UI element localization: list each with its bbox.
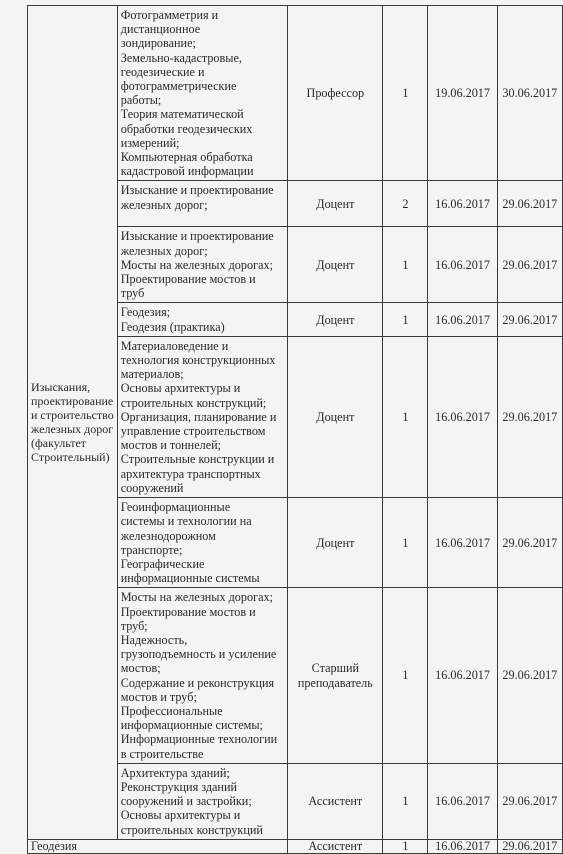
- rate-cell: 1: [383, 839, 428, 853]
- disciplines-cell: [117, 181, 287, 227]
- position-line: Ассистент: [308, 839, 363, 853]
- date-start-cell: 16.06.2017: [428, 227, 497, 303]
- discipline-line: технология конструкционных: [120, 353, 276, 368]
- rate-cell: 1: [383, 336, 428, 497]
- disciplines-cell: [28, 839, 288, 853]
- date-end-cell: 29.06.2017: [497, 227, 562, 303]
- discipline-line: Содержание и реконструкция: [120, 675, 275, 690]
- discipline-line: Мосты на железных дорогах;: [120, 257, 273, 272]
- position-line: Профессор: [306, 86, 365, 101]
- discipline-line: Изыскание и проектирование: [120, 229, 274, 244]
- discipline-line: Геодезия (практика): [120, 319, 225, 334]
- position-line: Доцент: [316, 312, 355, 327]
- discipline-line: Реконструкция зданий: [120, 779, 237, 794]
- vacancy-table: [27, 5, 563, 854]
- discipline-line: дистанционное: [120, 22, 201, 37]
- discipline-line: материалов;: [120, 367, 184, 382]
- discipline-line: Информационные технологии: [120, 732, 278, 747]
- rate-cell: 1: [383, 227, 428, 303]
- position-cell: [288, 303, 383, 336]
- discipline-line: строительных конструкций;: [120, 395, 267, 410]
- date-end-cell: 29.06.2017: [497, 181, 562, 227]
- position-line: Доцент: [316, 409, 355, 424]
- position-cell: [288, 227, 383, 303]
- date-start-cell: 19.06.2017: [428, 6, 497, 181]
- department-line: Изыскания,: [31, 380, 91, 395]
- disciplines-cell: [117, 303, 287, 336]
- discipline-line: Организация, планирование и: [120, 409, 277, 424]
- position-cell: [288, 763, 383, 839]
- date-start-cell: 16.06.2017: [428, 763, 497, 839]
- discipline-line: кадастровой информации: [120, 164, 254, 179]
- discipline-line: информационные системы;: [120, 718, 263, 733]
- date-end-cell: 29.06.2017: [497, 839, 562, 853]
- department-cell: [28, 6, 118, 840]
- position-line: Доцент: [316, 196, 355, 211]
- position-cell: [288, 6, 383, 181]
- discipline-line: мостов;: [120, 661, 161, 676]
- date-start-cell: 16.06.2017: [428, 588, 497, 763]
- position-cell: [288, 498, 383, 588]
- discipline-line: Земельно-кадастровые,: [120, 50, 242, 65]
- date-start-cell: 16.06.2017: [428, 336, 497, 497]
- discipline-line: сооружений: [120, 480, 184, 495]
- discipline-line: транспорте;: [120, 542, 183, 557]
- discipline-line: Основы архитектуры и: [120, 808, 241, 823]
- position-cell: [288, 588, 383, 763]
- table-row: [28, 839, 563, 853]
- department-line: железных дорог: [31, 422, 114, 437]
- position-cell: [288, 839, 383, 853]
- disciplines-cell: [117, 227, 287, 303]
- date-end-cell: 29.06.2017: [497, 588, 562, 763]
- discipline-line: системы и технологии на: [120, 514, 252, 529]
- date-start-cell: 16.06.2017: [428, 498, 497, 588]
- discipline-line: Мосты на железных дорогах;: [120, 590, 273, 605]
- position-line: Доцент: [316, 257, 355, 272]
- discipline-line: фотограмметрические: [120, 79, 237, 94]
- discipline-line: Архитектура зданий;: [120, 765, 230, 780]
- discipline-line: Основы архитектуры и: [120, 381, 241, 396]
- department-line: (факультет: [31, 436, 87, 451]
- department-line: и строительство: [31, 408, 114, 423]
- discipline-line: Фотограмметрия и: [120, 8, 219, 22]
- rate-cell: 2: [383, 181, 428, 227]
- discipline-line: Профессиональные: [120, 703, 223, 718]
- discipline-line: грузоподъемность и усиление: [120, 647, 277, 662]
- position-line: Старший: [311, 661, 360, 676]
- position-line: преподаватель: [297, 675, 373, 690]
- rate-cell: 1: [383, 303, 428, 336]
- discipline-line: Материаловедение и: [120, 338, 229, 353]
- discipline-line: железных дорог;: [120, 243, 208, 258]
- discipline-line: Проектирование мостов и: [120, 604, 256, 619]
- discipline-line: управление строительством: [120, 424, 266, 439]
- discipline-line: Компьютерная обработка: [120, 150, 253, 165]
- discipline-line: строительных конструкций: [120, 822, 263, 837]
- date-start-cell: 16.06.2017: [428, 839, 497, 853]
- discipline-line: Географические: [120, 556, 205, 571]
- discipline-line: Геодезия;: [120, 305, 171, 320]
- discipline-line: измерений;: [120, 135, 180, 150]
- rate-cell: 1: [383, 6, 428, 181]
- date-end-cell: 29.06.2017: [497, 336, 562, 497]
- discipline-line: Строительные конструкции и: [120, 452, 275, 467]
- date-end-cell: 30.06.2017: [497, 6, 562, 181]
- date-start-cell: 16.06.2017: [428, 181, 497, 227]
- disciplines-cell: [117, 588, 287, 763]
- discipline-line: зондирование;: [120, 36, 196, 51]
- discipline-line: Геоинформационные: [120, 500, 231, 515]
- disciplines-cell: [117, 763, 287, 839]
- discipline-line: информационные системы: [120, 571, 260, 586]
- date-end-cell: 29.06.2017: [497, 498, 562, 588]
- discipline-line: Надежность,: [120, 632, 188, 647]
- discipline-line: труб;: [120, 618, 148, 633]
- date-end-cell: 29.06.2017: [497, 763, 562, 839]
- discipline-line: работы;: [120, 93, 162, 108]
- discipline-line: Изыскание и проектирование: [120, 183, 274, 198]
- discipline-line: обработки геодезических: [120, 121, 253, 136]
- discipline-line: в строительстве: [120, 746, 204, 761]
- discipline-line: железнодорожном: [120, 528, 216, 543]
- rate-cell: 1: [383, 588, 428, 763]
- department-line: Строительный): [31, 450, 110, 465]
- discipline-line: труб: [120, 286, 145, 301]
- disciplines-cell: [117, 336, 287, 497]
- table-row: [28, 6, 563, 181]
- discipline-line: Теория математической: [120, 107, 244, 122]
- disciplines-cell: [117, 6, 287, 181]
- discipline-line: мостов и труб;: [120, 689, 197, 704]
- rate-cell: 1: [383, 763, 428, 839]
- discipline-line: сооружений и застройки;: [120, 794, 252, 809]
- position-line: Ассистент: [308, 794, 363, 809]
- position-line: Доцент: [316, 535, 355, 550]
- discipline-line: архитектура транспортных: [120, 466, 261, 481]
- date-end-cell: 29.06.2017: [497, 303, 562, 336]
- date-start-cell: 16.06.2017: [428, 303, 497, 336]
- discipline-line: мостов и тоннелей;: [120, 438, 222, 453]
- department-line: проектирование: [31, 394, 114, 409]
- discipline-line: Проектирование мостов и: [120, 272, 256, 287]
- position-cell: [288, 181, 383, 227]
- discipline-line: железных дорог;: [120, 197, 208, 212]
- disciplines-cell: [117, 498, 287, 588]
- rate-cell: 1: [383, 498, 428, 588]
- discipline-line: геодезические и: [120, 64, 205, 79]
- position-cell: [288, 336, 383, 497]
- discipline-line: Геодезия: [31, 839, 77, 853]
